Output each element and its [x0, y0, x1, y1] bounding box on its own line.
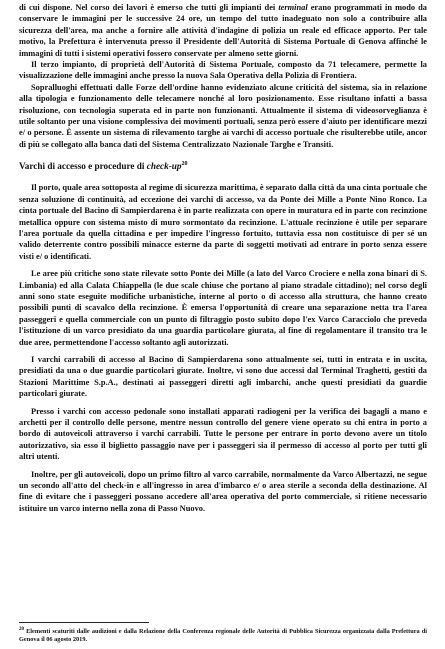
paragraph-critical-areas: Le aree più critiche sono state rilevate sotto Ponte dei Mille (a lato del Varco Crociere e nella zona binari di S. Limbania) ed alla Calata Chiappella (le due scale chiuse che portano al piano stradale cittadino); nel corso degli anni sono state eseguite modifiche urbanistiche, interne al porto o di accesso alla struttura, che hanno creato possibili punti di scavalco della recinzione. È emersa l'opportunità di creare una separazione netta tra l'area passeggeri e quella commerciale con un punto di filtraggio posto subito dopo l'ex Varco Caracciolo che preveda l'istituzione di un varco presidiato da una guardia particolare giurata, al fine di regolamentare il transito tra le due aree, permettendone l'accesso soltanto agli autorizzati. — [19, 269, 427, 347]
paragraph-port-perimeter: Il porto, quale area sottoposta al regime di sicurezza marittima, è separato dalla città da una cinta portuale che senza soluzione di continuità, ad eccezione dei varchi di accesso, va da Ponte dei Mille a Ponte Nino Ronco. La cinta portuale del Bacino di Sampierdarena è in parte realizzata con opere in muratura ed in parte con recinzione metallica oppure con sistema misto di muro sormontato da recinzione. L'attuale recinzione è utile per separare l'area portuale da quella cittadina e per impedire l'ingresso fortuito, tuttavia essa non costituisce di per sé un valido deterrente contro possibili minacce esterne da parte di soggetti motivati ad entrare in porto senza essere visti e/ o identificati. — [19, 183, 427, 261]
paragraph-third-system: Il terzo impianto, di proprietà dell'Autorità di Sistema Portuale, composto da 71 telecamere, permette la visualizzazione delle immagini anche presso la nuova Sala Operativa della Polizia di Frontiera. — [19, 60, 427, 81]
paragraph-vehicle-gates: I varchi carrabili di accesso al Bacino di Sampierdarena sono attualmente sei, tutti in entrata e in uscita, presidiati da una o due guardie particolari giurate. Inoltre, vi sono due accessi dal Terminal Traghetti, gestiti da Stazioni Marittime S.p.A., destinati ai passeggeri diretti agli imbarchi, anche questi presidiati da guardie particolari giurate. — [19, 354, 427, 399]
paragraph-inspections: Sopralluoghi effettuati dalle Forze dell'ordine hanno evidenziato alcune criticità del sistema, sia in relazione alla tipologia e funzionamento delle telecamere nonché al loro posizionamento. Esse risultano infatti a bassa risoluzione, con tecnologia superata ed in parte non funzionanti. Attualmente il sistema di videosorveglianza è utile soltanto per una visione complessiva dei movimenti portuali, senza però essere d'aiuto per identificare mezzi e/ o persone. È assente un sistema di rilevamento targhe ai varchi di accesso portuale che risulterebbe utile, ancor di più se collegato alla banca dati del Sistema Centralizzato Nazionale Targhe e Transiti. — [19, 82, 427, 149]
section-heading-text: Varchi di accesso e procedure di check-up — [19, 161, 182, 172]
footnote-divider — [19, 622, 149, 623]
section-heading — [19, 160, 427, 172]
footnote-reference: 20 — [181, 161, 188, 168]
footnote — [19, 626, 427, 645]
paragraph-image-retention: di cui dispone. Nel corso dei lavori è emerso che tutti gli impianti dei terminal erano programmati in modo da conservare le immagini per le successive 24 ore, un tempo del tutto inadeguato non solo a contribuire alla sicurezza dell'area, ma anche a fornire alle attività d'indagine di polizia un reale ed efficace apporto. Per tale motivo, la Prefettura è intervenuta presso il Presidente dell'Autorità di Sistema Portuale di Genova affinché le immagini di tutti i sistemi operativi fossero conservate per almeno sette giorni. — [19, 3, 427, 58]
paragraph-pedestrian-checks: Presso i varchi con accesso pedonale sono installati apparati radiogeni per la verifica dei bagagli a mano e archetti per il controllo delle persone, mentre nessun controllo del genere viene operato su chi entra in porto a bordo di autoveicoli attraverso i varchi carrabili. Tutte le persone per entrare in porto devono avere un titolo autorizzativo, sia esso il biglietto passaggio nave per i passeggeri sia il permesso di accesso al porto per tutti gli altri utenti. — [19, 406, 427, 462]
footnote-number: 20 — [19, 627, 24, 632]
paragraph-vehicle-filters: Inoltre, per gli autoveicoli, dopo un primo filtro al varco carrabile, normalmente da Varco Albertazzi, ne segue un secondo all'atto del check-in e all'ingresso in area d'imbarco e/ o area sterile a seconda della destinazione. Al fine di evitare che i passeggeri possano accedere all'area operativa del porto commerciale, si ritiene necessario istituire un varco interno nella zona di Passo Nuovo. — [19, 469, 427, 513]
section-heading-italic: check-up — [146, 161, 182, 172]
footnote-text: Elementi scaturiti dalle audizioni e dalla Relazione della Conferenza regionale delle Autorità di Pubblica Sicurezza organizzata dalla Prefettura di Genova il 06 agosto 2019. — [19, 628, 427, 644]
italic-term: terminal — [278, 3, 308, 12]
